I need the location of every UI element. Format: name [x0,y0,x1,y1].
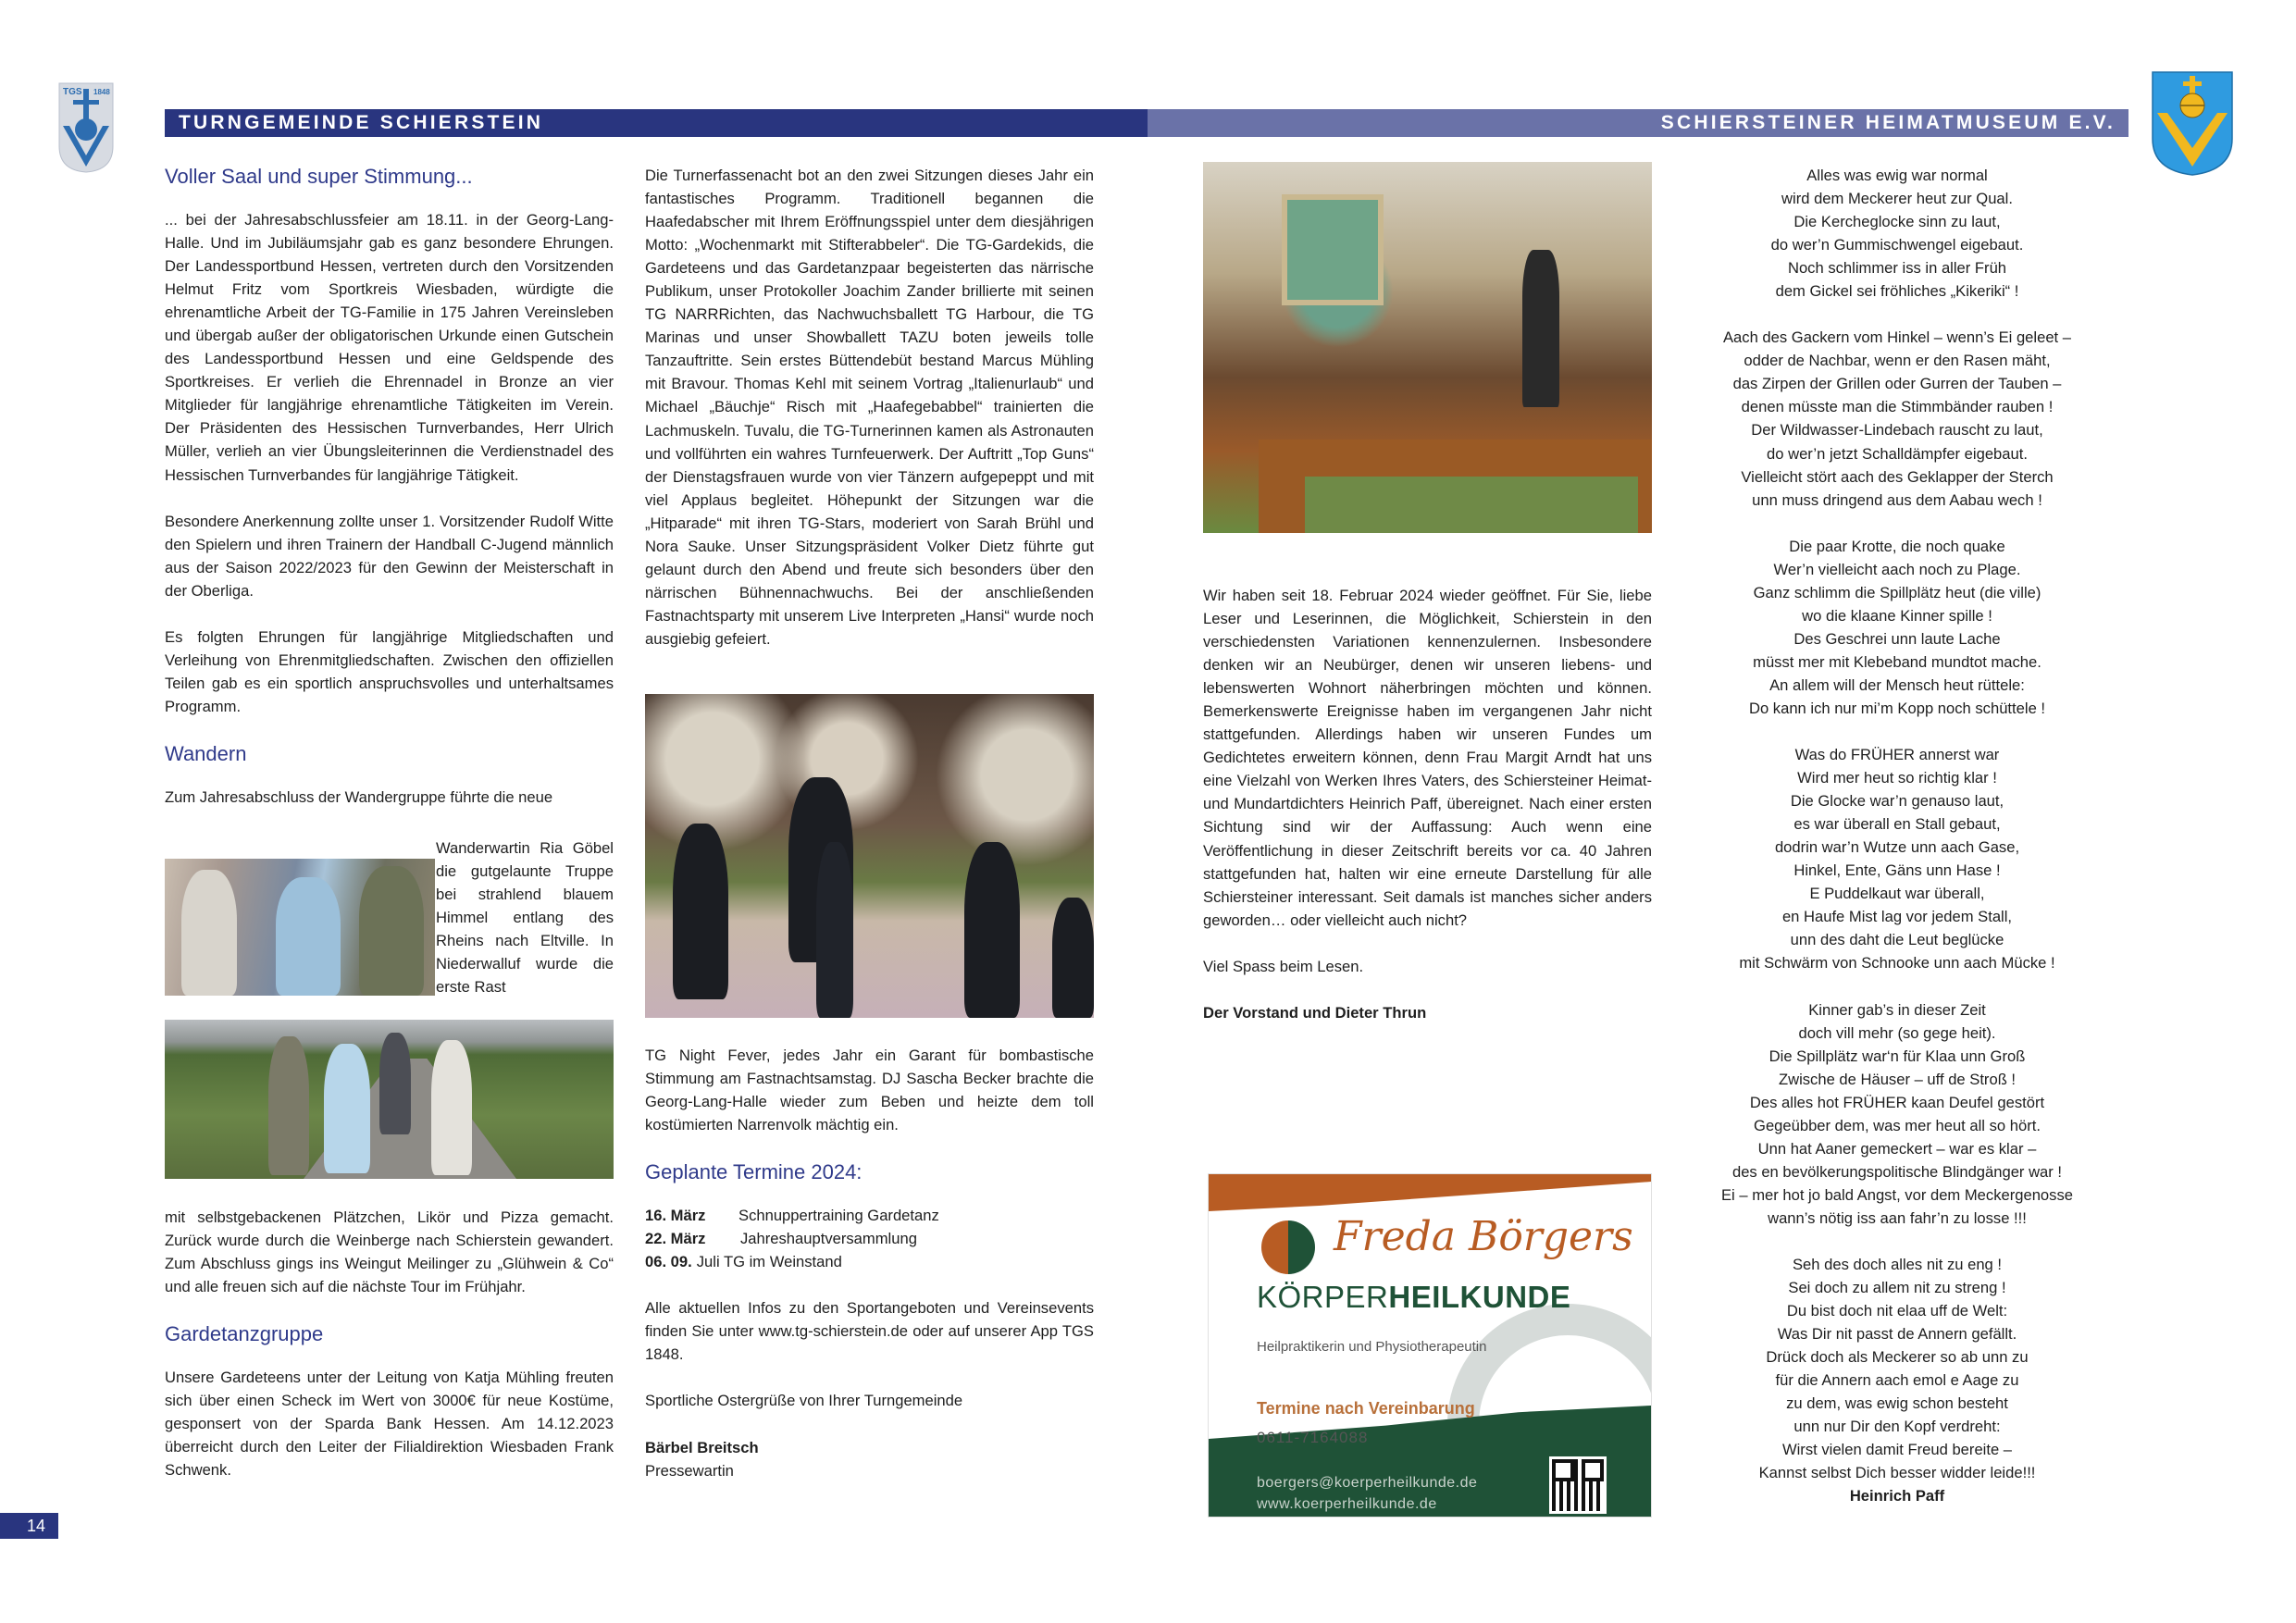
leaf-hand-logo-icon [1261,1220,1315,1274]
poem-line: E Puddelkaut war überall, [1809,885,1985,903]
paragraph-ehrungen: Es folgten Ehrungen für langjährige Mitgliedschaften und Verleihung von Ehrenmitgliedschaften. Zwischen den offiziellen Teilen gab es ein sportlich anspruchsvolles und unterhaltsames Programm. [165,627,614,715]
date-row [645,1204,1094,1227]
poem-line: Alles was ewig war normal [1806,167,1988,184]
poem-line: wann’s nötig iss aan fahr’n zu losse !!! [1768,1208,2027,1227]
poem-line: Hinkel, Ente, Gäns unn Hase ! [1793,861,2001,880]
poem-line: des en bevölkerungspolitische Blindgänger war ! [1731,1162,2063,1181]
poem-line: dodrin war’n Wutze unn aach Gase, [1774,838,2020,857]
column-1-wrap-text [436,836,614,998]
poem-line: Sei doch zu allem nit zu streng ! [1788,1279,2006,1297]
paragraph-wandern-rueckweg: mit selbstgebackenen Plätzchen, Likör und Pizza gemacht. Zurück wurde durch die Weinberge nach Schierstein gewandert. Zum Abschluss gings ins Weingut Meilinger zu „Glühwein & Co“ und alle freuen sich auf die nächste Tour im Frühjahr. [165,1208,614,1296]
signature-vorstand: Der Vorstand und Dieter Thrun [1203,1003,1427,1022]
poem-line: Kinner gab’s in dieser Zeit [1808,1000,1986,1019]
ad-brand-light: KÖRPER [1257,1280,1389,1314]
header-bar-heimatmuseum [1148,109,2128,137]
poem-line: Was do FRÜHER annerst war [1794,746,2000,764]
column-1 [165,164,614,809]
ad-email-link[interactable]: boergers@koerperheilkunde.de [1257,1475,1478,1491]
ad-brand [1257,1280,1570,1315]
poem-line: Zwische de Häuser – uff de Stroß ! [1778,1070,2017,1088]
heading-gardetanzgruppe: Gardetanzgruppe [165,1322,324,1346]
poem-line: Des alles hot FRÜHER kaan Deufel gestört [1749,1093,2045,1111]
photo-wandergruppe-rast [165,859,435,996]
tgs-crest-logo [57,81,115,174]
poem-line: Des Geschrei unn laute Lache [1793,629,2001,648]
poem-author: Heinrich Paff [1849,1487,1945,1505]
advertisement-koerperheilkunde [1208,1173,1652,1518]
poem-line: Aach des Gackern vom Hinkel – wenn’s Ei geleet – [1722,328,2072,347]
author-name: Bärbel Breitsch [645,1438,759,1456]
paragraph-wandern-intro: Zum Jahresabschluss der Wandergruppe führte die neue [165,787,553,806]
poem-stanza [1703,164,2091,303]
photo-heimatmuseum-ausstellung [1203,162,1652,533]
poem-line: Kannst selbst Dich besser widder leide!!! [1758,1464,2036,1482]
poem-line: unn des daht die Leut beglücke [1790,931,2004,949]
poem-line: Drück doch als Meckerer so ab unn zu [1766,1348,2029,1367]
poem-line: Do kann ich nur mi’m Kopp noch schüttele ! [1748,699,2046,717]
poem-line: Wer’n vielleicht aach noch zu Plage. [1773,560,2021,578]
poem-line: Der Wildwasser-Lindebach rauscht zu laut, [1751,421,2043,440]
poem-line: mit Schwärm von Schnooke unn aach Mücke ! [1739,954,2055,973]
date-event: Juli TG im Weinstand [696,1253,842,1271]
poem-line: Ganz schlimm die Spillplätz heut (die ville) [1753,583,2042,601]
poem-line: Wirst vielen damit Freud bereite – [1781,1441,2013,1459]
date-event: Jahreshauptversammlung [740,1230,917,1248]
header-bar-turngemeinde [165,109,1148,137]
poem-line: Du bist doch nit elaa uff de Welt: [1786,1302,2008,1320]
heading-wandern: Wandern [165,741,247,765]
poem-line: es war überall en Stall gebaut, [1793,815,2001,834]
poem-line: Gegeübber dem, was mer heut all so hört. [1754,1116,2041,1134]
paragraph-turnerfassenacht: Die Turnerfassenacht bot an den zwei Sitzungen dieses Jahr ein fantastisches Programm. Traditionell begannen die Haafedabscher mit Ihrem Eröffnungsspiel unter dem diesjährigen Motto: „Wochenmarkt mit Stifterabbeler“. Die TG-Gardekids, die Gardeteens und das Gardetanzpaar begeisterten das närrische Publikum, unser Protokoller Joachim Zander brillierte mit seinen TG NARRRichten, das Nachwuchsballett TG Harbour, die TG Marinas und unser Showballett TAZU boten jeweils tolle Tanzauftritte. Sein erstes Büttendebüt bestand Marcus Mühling mit Bravour. Thomas Kehl mit seinem Vortrag „Italienurlaub“ und Michael „Bäuchje“ Risch mit „Haafegebabbel“ trainierten die Lachmuskeln. Tuvalu, die TG-Turnerinnen kamen als Astronauten und vollführten ein wahres Turnfeuerwerk. Der Auftritt „Top Guns“ der Dienstagsfrauen wurde von vier Tänzern aufgepeppt und mit viel Applaus begleitet. Höhepunkt der Sitzungen war die „Hitparade“ mit ihren TG-Stars, moderiert von Sarah Brühl und Nora Sauke. Unser Sitzungspräsident Volker Dietz führte gut gelaunt durch den Abend und freute sich besonders über den närrischen Bühnennachwuchs. Bei der anschließenden Fastnachtsparty mit unserem Live Interpreten „Hansi“ wurde noch ausgiebig gefeiert. [645,167,1094,648]
poem-stanza [1703,535,2091,720]
date-label: 06. 09. [645,1253,692,1271]
paragraph-night-fever: TG Night Fever, jedes Jahr ein Garant für bombastische Stimmung am Fastnachtsamstag. DJ Sascha Becker brachte die Georg-Lang-Halle wieder zum Beben und heizte dem toll kostümierten Narrenvolk mächtig ein. [645,1047,1094,1134]
heading-voller-saal: Voller Saal und super Stimmung... [165,165,473,188]
section-title-turngemeinde: TURNGEMEINDE SCHIERSTEIN [179,112,544,133]
poem-stanza [1703,326,2091,511]
author-role: Pressewartin [645,1461,734,1480]
tgs-logo-year: 1848 [93,88,110,96]
poem-line: Seh des doch alles nit zu eng ! [1792,1255,2002,1273]
poem-line: Die Glocke war’n genauso laut, [1790,792,2004,811]
poem-line: zu dem, was ewig schon besteht [1786,1394,2008,1413]
dates-list [645,1204,1094,1273]
schierstein-coat-of-arms-logo [2150,67,2235,178]
date-event: Schnuppertraining Gardetanz [738,1207,939,1225]
column-2-lower [645,1044,1094,1482]
poem-line: wird dem Meckerer heut zur Qual. [1781,190,2013,208]
column-2 [645,164,1094,650]
poem-line: Vielleicht stört aach des Geklapper der Sterch [1741,467,2054,486]
paragraph-anerkennung: Besondere Anerkennung zollte unser 1. Vorsitzender Rudolf Witte den Spielern und ihren Trainern der Handball C-Jugend männlich aus der Saison 2022/2023 für den Gewinn der Meisterschaft in der Oberliga. [165,512,614,600]
poem-line: do wer’n Gummischwengel eigebaut. [1770,236,2024,254]
heading-termine: Geplante Termine 2024: [645,1160,863,1184]
paragraph-wandern-wrap: Wanderwartin Ria Göbel die gutgelaunte Truppe bei strahlend blauem Himmel entlang des Rheins nach Eltville. In Niederwalluf wurde die erste Rast [436,839,614,997]
poem-stanza [1703,1253,2091,1484]
paragraph-viel-spass: Viel Spass beim Lesen. [1203,957,1364,975]
photo-wandergruppe-weg [165,1020,614,1179]
ad-subtitle: Heilpraktikerin und Physiotherapeutin [1257,1339,1487,1355]
poem-stanza [1703,743,2091,974]
qr-code-icon[interactable] [1549,1456,1607,1514]
poem-line: An allem will der Mensch heut rüttele: [1769,675,2025,694]
poem-line: odder de Nachbar, wenn er den Rasen mäht, [1744,352,2051,370]
ad-phone: 0611-7164088 [1257,1429,1369,1446]
ad-brand-bold: HEILKUNDE [1388,1280,1571,1314]
column-1-lower [165,1206,614,1481]
poem-line: Wird mer heut so richtig klar ! [1797,769,1997,787]
paragraph-jahresabschlussfeier: ... bei der Jahresabschlussfeier am 18.11. in der Georg-Lang-Halle. Und im Jubiläumsjahr gab es ganz besondere Ehrungen. Der Landessportbund Hessen, vertreten durch den Vorsitzenden Helmut Fritz vom Sportkreis Wiesbaden, würdigte die ehrenamtliche Arbeit der TG-Familie in 175 Jahren Vereinsleben und übergab außer der obligatorischen Urkunde einen Gutschein des Landessportbund Hessen und eine Geldspende des Sportkreises. Er verlieh die Ehrennadel in Bronze an vier Mitglieder für langjährige ehrenamtliche Tätigkeiten im Verein. Der Präsidenten des Hessischen Turnverbandes, Herr Ulrich Müller, verlieh an vier Übungsleiterinnen die Verdienstnadel des Hessischen Turnverbandes für langjährige Tätigkeit. [165,211,614,484]
poem-line: doch vill mehr (so gege heit). [1798,1023,1996,1042]
date-row [645,1250,1094,1273]
poem-line: Was Dir nit passt de Annern gefällt. [1777,1325,2017,1344]
poem-line: denen müsste man die Stimmbänder rauben ! [1741,398,2054,416]
poem-line: dem Gickel sei fröhliches „Kikeriki“ ! [1775,282,2019,301]
poem-line: Noch schlimmer iss in aller Früh [1787,259,2007,278]
ad-appointment: Termine nach Vereinbarung [1257,1399,1475,1418]
poem-line: müsst mer mit Klebeband mundtot mache. [1753,652,2042,671]
poem-line: wo die klaane Kinner spille ! [1802,606,1992,625]
poem-line: unn muss dringend aus dem Aabau wech ! [1752,490,2042,509]
poem-line: Die paar Krotte, die noch quake [1789,537,2005,555]
paragraph-infos: Alle aktuellen Infos zu den Sportangeboten und Vereinsevents finden Sie unter www.tg-schierstein.de oder auf unserer App TGS 1848. [645,1299,1094,1364]
poem-line: für die Annern aach emol e Aage zu [1775,1371,2019,1390]
poem-line: Unn hat Aaner gemeckert – war es klar – [1757,1139,2037,1158]
poem-line: das Zirpen der Grillen oder Gurren der Tauben – [1732,375,2062,393]
tgs-logo-text: TGS [63,87,82,97]
column-3 [1203,584,1652,1024]
paragraph-museum-geoeffnet: Wir haben seit 18. Februar 2024 wieder geöffnet. Für Sie, liebe Leser und Leserinnen, die Möglichkeit, Schierstein in den verschiedensten Variationen kennenzulernen. Insbesondere denken wir an Neubürger, denen wir unseren liebens- und lebenswerten Wohnort näherbringen möchten und können. Bemerkenswerte Ereignisse haben im vergangenen Jahr nicht stattgefunden. Allerdings haben wir unseren Fundes um Gedichtetes erweitern können, denn Frau Margit Arndt hat uns eine Vielzahl von Werken Ihres Vaters, des Schiersteiner Heimat- und Mundartdichters Heinrich Paff, übereignet. Nach einer ersten Sichtung sind wir der Auffassung: Auch wenn eine Veröffentlichung in dieser Zeitschrift bereits vor ca. 40 Jahren stattgefunden hat, halten wir eine erneute Darstellung für alle Schiersteiner interessant. Seit damals ist manches sicher anders geworden… oder vielleicht auch nicht? [1203,587,1652,929]
page-number: 14 [0,1513,58,1539]
date-row [645,1227,1094,1250]
date-label: 16. März [645,1207,706,1225]
paragraph-ostergruesse: Sportliche Ostergrüße von Ihrer Turngemeinde [645,1392,963,1410]
poem-line: do wer’n jetzt Schalldämpfer eigebaut. [1767,444,2028,463]
ad-website-link[interactable]: www.koerperheilkunde.de [1257,1496,1437,1512]
date-label: 22. März [645,1230,706,1248]
poem-line: Die Spillplätz war‘n für Klaa unn Groß [1769,1047,2026,1065]
poem-line: en Haufe Mist lag vor jedem Stall, [1781,908,2013,926]
ad-practitioner-name: Freda Börgers [1334,1213,1633,1260]
poem-line: unn nur Dir den Kopf verdreht: [1793,1418,2001,1436]
paragraph-gardeteens: Unsere Gardeteens unter der Leitung von Katja Mühling freuten sich über einen Scheck im Wert von 3000€ für neue Kostüme, gesponsert von der Sparda Bank Hessen. Am 14.12.2023 überreicht durch den Leiter der Filialdirektion Wiesbaden Frank Schwenk. [165,1369,614,1480]
poem-line: Ei – mer hot jo bald Angst, vor dem Meckergenosse [1720,1185,2073,1204]
poem [1703,164,2091,1507]
section-title-heimatmuseum: SCHIERSTEINER HEIMATMUSEUM E.V. [1660,112,2116,133]
photo-gardetanz-buehne [645,694,1094,1018]
poem-line: Die Kercheglocke sinn zu laut, [1793,213,2001,231]
poem-stanza [1703,998,2091,1230]
